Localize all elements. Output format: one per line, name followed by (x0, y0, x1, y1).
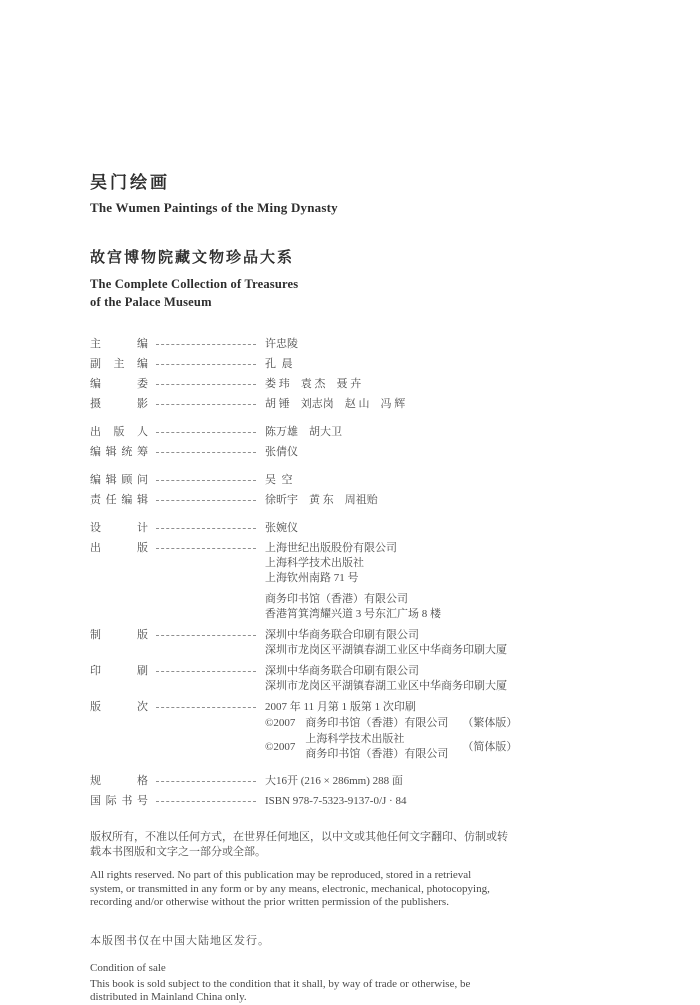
printing-row (90, 664, 590, 694)
credit-row-deputy-editor (90, 357, 590, 371)
publisher-line: 商务印书馆（香港）有限公司 (265, 593, 408, 606)
edition-row (90, 700, 590, 762)
plate-line: 深圳市龙岗区平湖镇春湖工业区中华商务印刷大厦 (265, 644, 507, 657)
dotted-leader (156, 445, 256, 453)
credit-label: 责任编辑 (90, 494, 148, 507)
book-title-chinese: 吴门绘画 (90, 173, 170, 192)
credit-label: 编辑顾问 (90, 474, 148, 487)
copyright-holder: 商务印书馆（香港）有限公司 (305, 748, 449, 761)
print-line: 深圳市龙岗区平湖镇春湖工业区中华商务印刷大厦 (265, 680, 507, 693)
publisher-line: 香港筲箕湾耀兴道 3 号东汇广场 8 楼 (265, 608, 441, 621)
credit-label: 副 主 编 (90, 358, 148, 371)
isbn-value: ISBN 978-7-5323-9137-0/J · 84 (265, 795, 407, 808)
condition-of-sale-body: This book is sold subject to the condition that it shall, by way of trade or otherwise, be distributed in Mainland China only. (90, 977, 471, 1004)
book-title-english: The Wumen Paintings of the Ming Dynasty (90, 200, 338, 215)
credit-label: 出 版 人 (90, 426, 148, 439)
edition-line: 2007 年 11 月第 1 版第 1 次印刷 (265, 701, 416, 714)
series-title-english-line1: The Complete Collection of Treasures (90, 277, 299, 291)
format-row (90, 774, 590, 788)
dotted-leader (156, 774, 256, 782)
credit-label: 出 版 (90, 542, 148, 555)
rights-statement-chinese: 版权所有，不准以任何方式，在世界任何地区，以中文或其他任何文字翻印、仿制或转载本书图版和文字之一部分或全部。 (90, 831, 508, 859)
credit-value: 许忠陵 (265, 338, 298, 351)
publisher-line: 上海世纪出版股份有限公司 (265, 542, 397, 555)
publisher-row (90, 541, 590, 622)
dotted-leader (156, 628, 256, 636)
credits-editorial-group (90, 337, 590, 411)
copyright-holder: 上海科学技术出版社 (305, 733, 405, 746)
plate-line: 深圳中华商务联合印刷有限公司 (265, 629, 419, 642)
series-title-chinese: 故宫博物院藏文物珍品大系 (90, 250, 295, 266)
dotted-leader (156, 794, 256, 802)
series-title-english (90, 275, 590, 311)
copyright-holder: 商务印书馆（香港）有限公司 (305, 717, 449, 730)
colophon-content (90, 168, 590, 1005)
credit-label: 制 版 (90, 629, 148, 642)
dotted-leader (156, 700, 256, 708)
credit-row-publisher-person (90, 425, 590, 439)
credit-label: 设 计 (90, 522, 148, 535)
credit-label: 规 格 (90, 775, 148, 788)
copyright-symbol-year: ©2007 (265, 717, 296, 730)
dotted-leader (156, 473, 256, 481)
publisher-line: 上海科学技术出版社 (265, 557, 364, 570)
credits-publisher-group (90, 425, 590, 459)
condition-of-sale-title: Condition of sale (90, 961, 166, 974)
dotted-leader (156, 521, 256, 529)
edition-type-tag: （繁体版） (462, 717, 518, 730)
edition-type-tag: （简体版） (462, 741, 518, 754)
distribution-statement-chinese: 本版图书仅在中国大陆地区发行。 (90, 934, 270, 947)
publisher-line: 上海钦州南路 71 号 (265, 572, 359, 585)
edition-details (265, 700, 517, 762)
print-line: 深圳中华商务联合印刷有限公司 (265, 665, 419, 678)
dotted-leader (156, 357, 256, 365)
copyright-symbol-year: ©2007 (265, 741, 296, 754)
credit-value: 孔 晨 (265, 358, 293, 371)
credit-label: 印 刷 (90, 665, 148, 678)
credit-value: 徐昕宇 黄 东 周祖贻 (265, 494, 378, 507)
credit-value: 陈万雄 胡大卫 (265, 426, 342, 439)
credit-label: 编辑统筹 (90, 446, 148, 459)
series-title-english-line2: of the Palace Museum (90, 295, 212, 310)
rights-statement-english: All rights reserved. No part of this publication may be reproduced, stored in a retrieval system, or transmitted in any form or by any means, electronic, mechanical, photocopying, recording and/or otherwise without the prior written permission of the publishers. (90, 869, 490, 909)
credit-label: 编 委 (90, 378, 148, 391)
publisher-addresses (265, 541, 441, 622)
credit-value: 吴 空 (265, 474, 293, 487)
dotted-leader (156, 493, 256, 501)
dotted-leader (156, 377, 256, 385)
credit-row-photography (90, 397, 590, 411)
dotted-leader (156, 397, 256, 405)
dotted-leader (156, 425, 256, 433)
format-value: 大16开 (216 × 286mm) 288 面 (265, 775, 403, 788)
credit-row-responsible-editor (90, 493, 590, 507)
credit-value: 张婉仪 (265, 522, 298, 535)
credit-label: 版 次 (90, 701, 148, 714)
dotted-leader (156, 541, 256, 549)
credit-row-designer (90, 521, 590, 535)
credit-label: 主 编 (90, 338, 148, 351)
credit-value: 胡 锤 刘志岗 赵 山 冯 辉 (265, 398, 406, 411)
copyright-holders (305, 732, 448, 762)
credit-row-editorial-consultant (90, 473, 590, 487)
credit-row-chief-editor (90, 337, 590, 351)
dotted-leader (156, 664, 256, 672)
copyright-traditional (265, 716, 517, 730)
isbn-row (90, 794, 590, 808)
credit-label: 国际书号 (90, 795, 148, 808)
copyright-simplified (265, 732, 517, 762)
credit-value: 张倩仪 (265, 446, 298, 459)
credit-row-editorial-coordinator (90, 445, 590, 459)
credit-row-editorial-board (90, 377, 590, 391)
plate-maker-address (265, 628, 507, 658)
credits-editing-group (90, 473, 590, 507)
plate-making-row (90, 628, 590, 658)
credit-value: 娄 玮 袁 杰 聂 卉 (265, 378, 362, 391)
dotted-leader (156, 337, 256, 345)
printer-address (265, 664, 507, 694)
credit-label: 摄 影 (90, 398, 148, 411)
